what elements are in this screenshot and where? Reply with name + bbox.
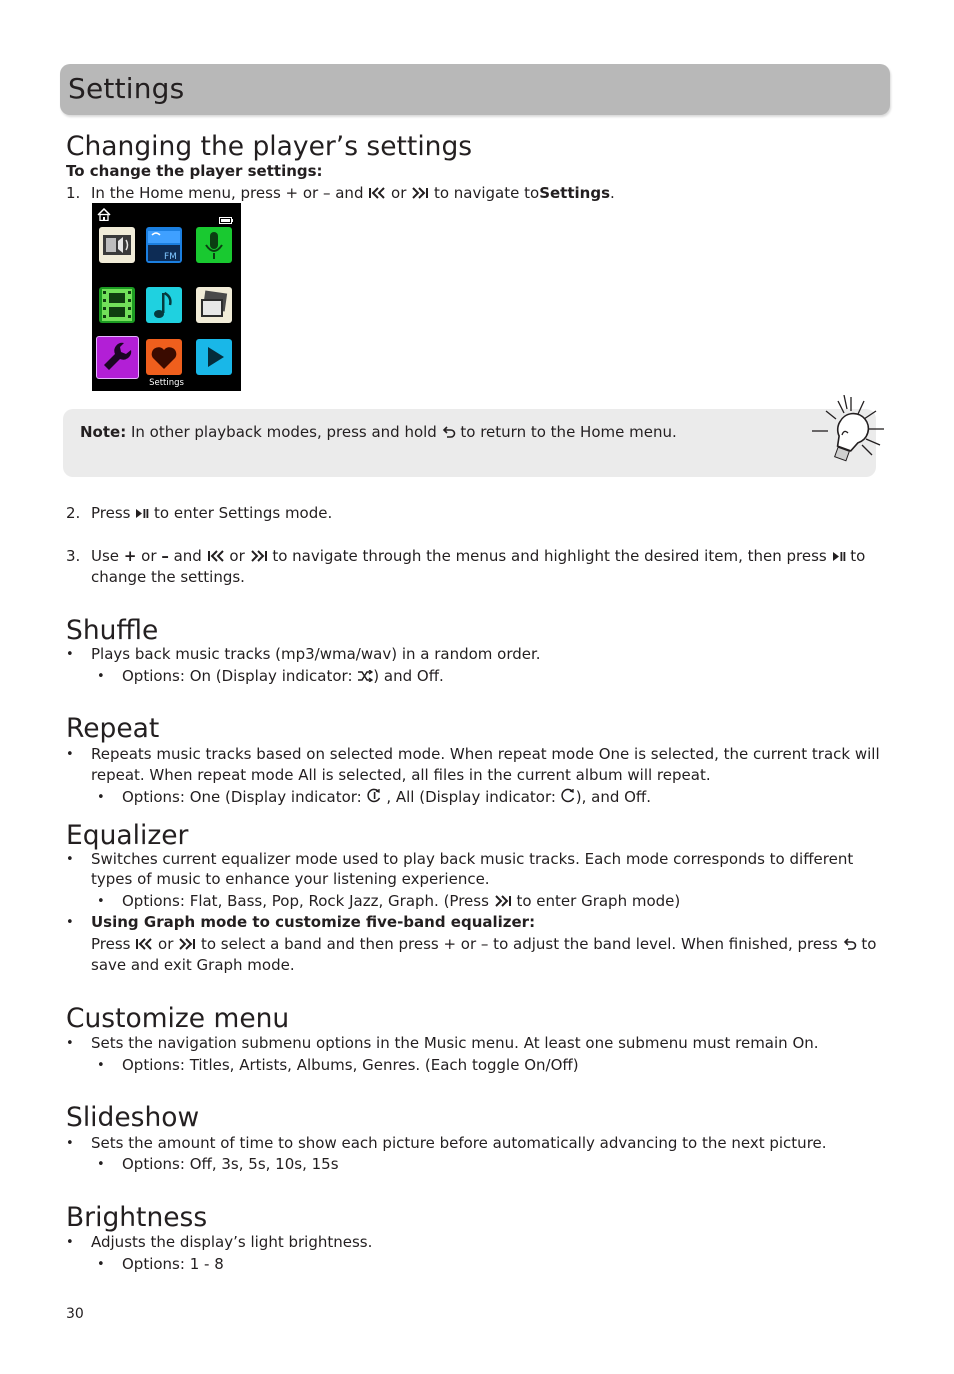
brightness-description: Adjusts the display’s light brightness. [91,1233,373,1251]
step-3-part-b: to navigate through the menus and highlight the desired item, then press [272,547,827,565]
repeat-description-line-2: repeat. When repeat mode All is selected, all files in the current album will repeat. [91,766,711,784]
skip-forward-icon [494,895,512,907]
graph-part-b: to select a band and then press + or – to adjust the band level. When finished, press [200,935,838,953]
repeat-options-b: , All (Display indicator: [386,788,556,806]
battery-icon [219,209,233,228]
step-3-line-2: change the settings. [91,568,245,586]
graph-part-a: Press [91,935,131,953]
note-part-b: to return to the Home menu. [460,423,677,441]
bullet: • [66,747,74,762]
skip-forward-icon [178,938,196,950]
heart-icon[interactable] [146,339,182,375]
step-1-end: . [610,184,615,202]
repeat-description-line-1: Repeats music tracks based on selected mode. When repeat mode One is selected, the current track will [91,745,880,763]
fm-radio-icon[interactable] [146,227,182,263]
repeat-options-a: Options: One (Display indicator: [122,788,362,806]
section-title-brightness: Brightness [66,1202,208,1233]
slideshow-options: Options: Off, 3s, 5s, 10s, 15s [122,1155,339,1173]
equalizer-options-a: Options: Flat, Bass, Pop, Rock Jazz, Graph. (Press [122,892,489,910]
customize-options: Options: Titles, Artists, Albums, Genres. (Each toggle On/Off) [122,1056,579,1074]
section-title-slideshow: Slideshow [66,1102,200,1133]
step-1-number: 1. [66,184,81,202]
bullet: • [97,790,105,805]
equalizer-options-b: to enter Graph mode) [516,892,681,910]
home-icon [97,206,111,225]
graph-part-c: to [861,935,877,953]
section-title-repeat: Repeat [66,713,160,744]
bullet: • [97,894,105,909]
section-title-equalizer: Equalizer [66,820,189,851]
bullet: • [66,1235,74,1250]
graph-mode-subhead: Using Graph mode to customize five-band equalizer: [91,913,536,931]
play-pause-icon [135,508,149,519]
step-1-part-b: or [391,184,407,202]
skip-back-icon [135,938,153,950]
wrench-icon[interactable] [96,336,139,379]
equalizer-options [122,891,680,912]
step-3-or2: or [229,547,245,565]
note-label: Note: [80,423,127,441]
shuffle-options [122,666,444,687]
subhead-to-change: To change the player settings: [66,162,323,180]
repeat-one-indicator-icon [367,788,382,803]
music-note-icon[interactable] [146,287,182,323]
play-pause-icon [832,551,846,562]
section-title-customize-menu: Customize menu [66,1003,290,1034]
back-arrow-icon [843,938,857,950]
graph-mode-instructions [91,934,876,955]
play-icon[interactable] [196,339,232,375]
step-2-number: 2. [66,504,81,522]
repeat-all-indicator-icon [561,788,576,803]
skip-forward-icon [411,187,429,199]
step-3-use: Use [91,547,120,565]
graph-mode-line-2: save and exit Graph mode. [91,956,295,974]
graph-or: or [158,935,174,953]
skip-back-icon [207,550,225,562]
bullet: • [97,1257,105,1272]
shuffle-indicator-icon [357,670,373,682]
bullet: • [66,1036,74,1051]
bullet: • [66,915,74,930]
step-3-or1: or [141,547,157,565]
note-text [80,422,677,443]
step-1-settings-bold: Settings [539,184,610,202]
step-2-text [91,503,332,524]
step-1-part-a: In the Home menu, press + or – and [91,184,364,202]
equalizer-description-line-1: Switches current equalizer mode used to play back music tracks. Each mode corresponds to different [91,850,854,868]
bullet: • [97,669,105,684]
shuffle-options-b: ) and Off. [373,667,444,685]
step-1-text [91,183,615,204]
step-3-part-c: to [850,547,866,565]
svg-text:FM: FM [164,252,177,262]
skip-forward-icon [250,550,268,562]
note-box [63,409,876,477]
section-title-changing-settings: Changing the player’s settings [66,131,473,162]
bullet: • [66,647,74,662]
shuffle-options-a: Options: On (Display indicator: [122,667,353,685]
page-number: 30 [66,1306,84,1322]
bullet: • [66,852,74,867]
microphone-icon[interactable] [196,227,232,263]
photos-icon[interactable] [196,287,232,323]
step-3-minus: – [161,547,169,565]
repeat-options [122,787,651,808]
customize-description: Sets the navigation submenu options in the Music menu. At least one submenu must remain On. [91,1034,819,1052]
slideshow-description: Sets the amount of time to show each picture before automatically advancing to the next picture. [91,1134,827,1152]
music-speaker-icon[interactable] [99,227,135,263]
shuffle-description: Plays back music tracks (mp3/wma/wav) in a random order. [91,645,541,663]
bullet: • [97,1058,105,1073]
bullet: • [97,1157,105,1172]
film-icon[interactable] [99,287,135,323]
skip-back-icon [368,187,386,199]
device-selected-label: Settings [149,378,184,388]
step-3-number: 3. [66,547,81,565]
repeat-options-c: ), and Off. [575,788,652,806]
note-part-a: In other playback modes, press and hold [130,423,437,441]
equalizer-description-line-2: types of music to enhance your listening experience. [91,870,490,888]
step-1-part-c: to navigate to [433,184,540,202]
brightness-options: Options: 1 - 8 [122,1255,224,1273]
step-2-part-b: to enter Settings mode. [154,504,333,522]
step-3-and: and [173,547,202,565]
header-banner [60,64,890,115]
lightbulb-icon [806,395,888,479]
bullet: • [66,1136,74,1151]
back-arrow-icon [442,426,456,438]
section-title-shuffle: Shuffle [66,615,159,646]
step-3-text [91,546,865,567]
page-title: Settings [68,72,185,105]
device-home-screen [92,203,241,391]
step-3-plus: + [123,547,137,565]
step-2-part-a: Press [91,504,131,522]
